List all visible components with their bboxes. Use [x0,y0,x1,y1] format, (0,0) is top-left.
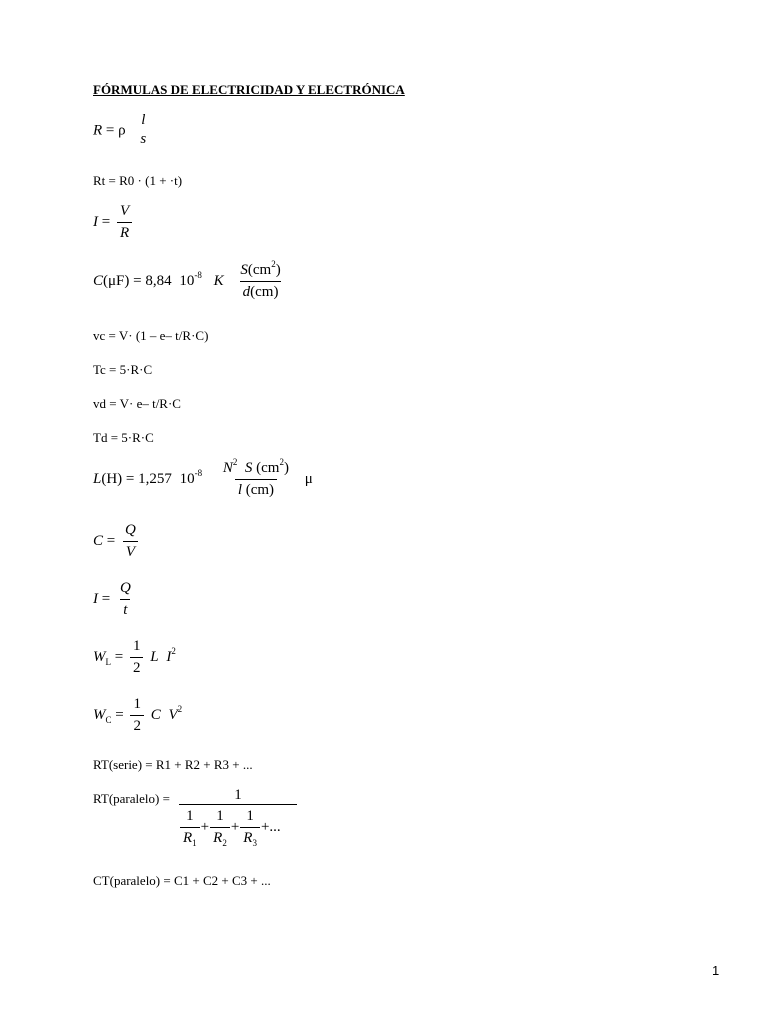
rho-symbol: ρ [118,122,126,139]
fraction-numerator: 1 [133,696,141,712]
page-number: 1 [712,963,720,978]
formula-tc: Tc = 5·R·C [93,362,153,377]
fraction-numerator: 1 [234,787,242,803]
fraction [117,580,134,620]
exponent: 2 [171,646,176,657]
fraction [237,259,283,302]
formula-vc: vc = V· (1 – e– t/R·C) [93,328,209,343]
fraction-numerator [220,457,292,479]
resistor-index: 1 [192,838,197,849]
formula-symbol: L [93,471,102,488]
formula-vd: vd = V· e– t/R·C [93,396,181,411]
formula-symbol: I [93,214,98,231]
formula-subscript: C [105,715,112,726]
fraction-numerator: l [141,112,146,128]
equals-sign: = [133,273,142,290]
equals-sign: = [101,591,111,608]
formula-rt-serie: RT(serie) = R1 + R2 + R3 + ... [93,757,253,772]
sub-fraction-denominator [180,827,200,847]
formula-symbol: C [93,533,104,550]
formula-td: Td = 5·R·C [93,430,154,445]
fraction-denominator [240,281,282,301]
numerator-n-exponent: 2 [232,457,238,467]
formula-subscript: L [105,657,111,668]
fraction-denominator [235,479,277,499]
denominator-unit: (cm) [245,482,275,499]
formula-ct-paralelo: CT(paralelo) = C1 + C2 + C3 + ... [93,873,271,888]
fraction-numerator: Q [119,580,131,596]
fraction-numerator: 1 [132,638,141,654]
fraction-numerator [237,259,283,281]
resistor-symbol: R [213,830,223,847]
sub-fraction-numerator: 1 [186,808,194,824]
equals-sign: = [114,649,124,666]
formula-symbol: R [93,122,103,139]
sub-fraction-numerator: 1 [246,808,254,824]
formula-symbol: C [93,273,104,290]
fraction-denominator [179,804,297,848]
formula-symbol: W [93,707,106,724]
numerator-close: ) [275,262,281,278]
symbol-b: I [166,649,172,666]
sub-fraction [240,808,260,848]
formula-ohm [93,203,135,243]
plus-dots: +... [260,819,281,836]
denominator-unit: (cm) [250,284,279,301]
resistor-symbol: R [243,830,253,847]
resistor-symbol: R [183,830,193,847]
unit: (H) [101,471,123,488]
power-base: 10 [179,273,195,290]
numerator-symbol: S [240,262,248,278]
constant: 8,84 [145,273,172,290]
sub-fraction-denominator [210,827,230,847]
fraction-denominator: t [120,599,130,619]
fraction-denominator: V [123,541,138,561]
formula-rt-paralelo [179,786,297,848]
numerator-n: N [222,460,233,476]
formula-capacitance [93,259,287,302]
power-base: 10 [179,471,195,488]
equals-sign: = [101,214,111,231]
sub-fraction-denominator [240,827,260,847]
numerator-s: S [244,460,253,476]
formula-inductance [93,457,313,500]
symbol-a: L [150,649,159,666]
denominator-symbol: d [242,284,251,301]
fraction [137,112,149,151]
fraction-denominator: R [117,222,132,242]
symbol-b: V [168,707,178,724]
fraction [117,203,132,243]
unit: (μF) [103,273,130,290]
fraction-numerator: V [119,203,130,219]
numerator-exponent: 2 [279,457,284,467]
formula-rt-paralelo-label: RT(paralelo) = [93,791,170,806]
sub-fraction-numerator: 1 [216,808,224,824]
symbol-a: C [150,707,161,724]
plus-sign: + [230,819,240,836]
k-symbol: K [213,273,224,290]
page-title: FÓRMULAS DE ELECTRICIDAD Y ELECTRÓNICA [93,82,405,97]
formula-rt-temperature: Rt = R0 · (1 + ·t) [93,173,183,188]
formula-symbol: W [93,649,106,666]
formula-current [93,580,137,620]
fraction-denominator: s [140,131,147,148]
fraction [220,457,292,500]
formula-inductor-energy [93,638,176,678]
sub-fraction [180,808,200,848]
numerator-exponent: 2 [271,259,276,269]
formula-capacitor-energy [93,696,182,736]
sub-fraction [210,808,230,848]
plus-sign: + [200,819,210,836]
denominator-symbol: l [237,482,242,499]
exponent: 2 [177,704,183,715]
equals-sign: = [115,707,124,724]
mu-symbol: μ [304,471,313,488]
fraction-denominator: 2 [130,715,144,735]
formula-symbol: I [93,591,98,608]
power-exponent: -8 [194,270,202,281]
resistor-index: 2 [222,838,227,849]
numerator-unit: (cm [256,460,280,476]
power-exponent: -8 [194,468,203,479]
fraction [130,696,144,736]
numerator-close: ) [283,460,289,476]
resistor-index: 3 [252,838,257,849]
numerator-unit: (cm [247,262,272,278]
equals-sign: = [105,122,115,139]
formula-resistance [93,112,152,151]
fraction-numerator: Q [124,522,136,538]
constant: 1,257 [138,471,172,488]
fraction-denominator: 2 [130,657,144,677]
equals-sign: = [125,471,135,488]
fraction [122,522,139,562]
fraction [130,638,144,678]
formula-charge [93,522,142,562]
equals-sign: = [106,533,116,550]
